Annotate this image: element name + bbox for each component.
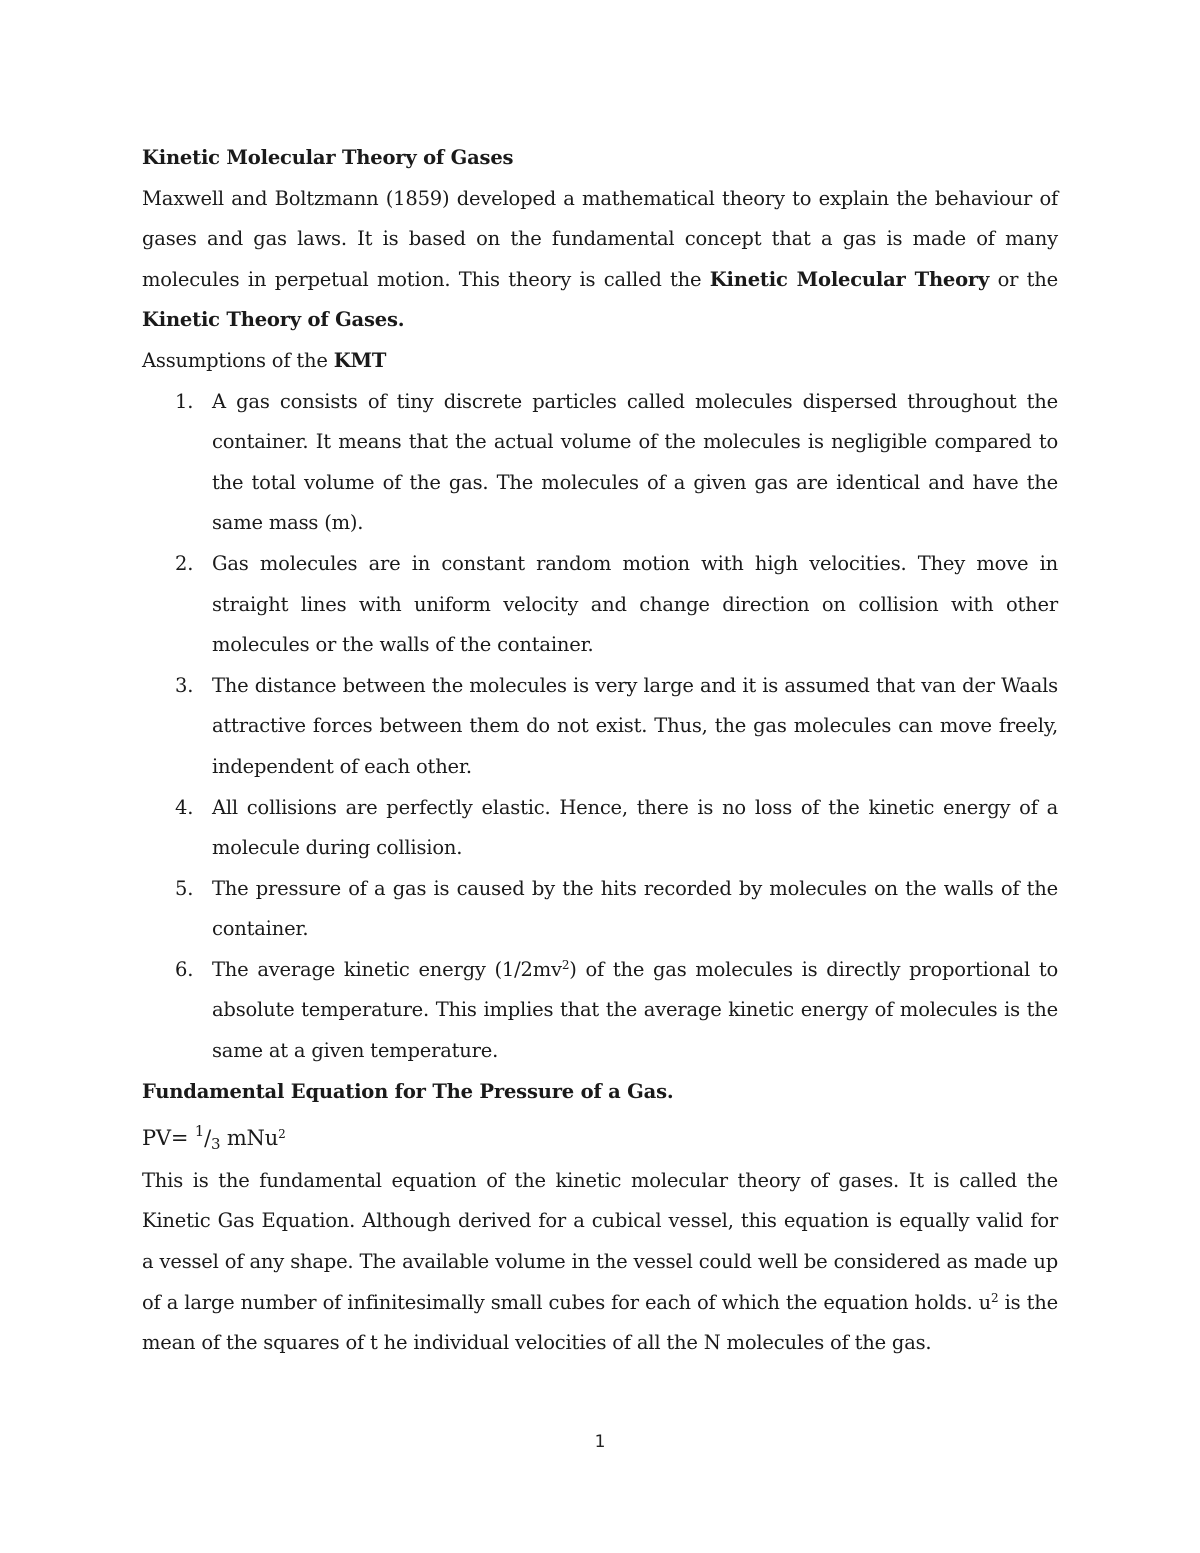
list-item-text: The distance between the molecules is very large and it is assumed that van der Waals attractive forces between them do not exist. Thus, the gas molecules can move freely, independent of each other. xyxy=(212,673,1058,778)
equation-heading: Fundamental Equation for The Pressure of a Gas. xyxy=(142,1079,674,1103)
document-page xyxy=(142,138,1058,1364)
closing-paragraph xyxy=(142,1161,1058,1364)
list-item xyxy=(142,869,1058,950)
kinetic-gas-equation xyxy=(142,1118,1058,1159)
intro-text-1: Maxwell and Boltzmann (1859) developed a mathematical theory to explain the behaviour of gases and gas laws. It is based on the fundamental concept that a gas is made of many molecules in perpetual motion. This theory is called the xyxy=(142,186,1058,291)
equation-rhs: mNu xyxy=(226,1126,279,1151)
page-number: 1 xyxy=(594,1432,606,1452)
list-item-text-before: The average kinetic energy (1/2mv xyxy=(212,957,562,981)
intro-bold-kmt: Kinetic Molecular Theory xyxy=(709,267,990,291)
intro-text-2: or the xyxy=(989,267,1059,291)
list-item xyxy=(142,666,1058,788)
closing-superscript: 2 xyxy=(991,1290,999,1305)
intro-bold-ktg: Kinetic Theory of Gases. xyxy=(142,308,405,332)
list-item-number: 4. xyxy=(175,795,194,819)
equation-exponent: 2 xyxy=(278,1127,286,1142)
assumptions-heading-bold: KMT xyxy=(333,348,387,372)
list-item-number: 1. xyxy=(175,389,194,413)
list-item-number: 2. xyxy=(175,551,194,575)
superscript-two: 2 xyxy=(561,957,570,972)
equation-slash: / xyxy=(204,1126,212,1151)
list-item-text: A gas consists of tiny discrete particles called molecules dispersed throughout the container. It means that the actual volume of the molecules is negligible compared to the total volume of the gas. The molecules of a given gas are identical and have the same mass (m). xyxy=(212,389,1058,535)
list-item xyxy=(142,382,1058,544)
list-item xyxy=(142,950,1058,1072)
assumptions-heading-prefix: Assumptions of the xyxy=(142,348,334,372)
equation-lhs: PV= xyxy=(142,1126,189,1151)
intro-paragraph xyxy=(142,179,1058,341)
list-item-number: 6. xyxy=(175,957,194,981)
assumptions-heading xyxy=(142,341,1058,382)
assumptions-list xyxy=(142,382,1058,1072)
list-item-number: 3. xyxy=(175,673,194,697)
list-item-text xyxy=(212,958,1058,1062)
equation-denominator: 3 xyxy=(211,1135,221,1154)
list-item-text-after: ) of the gas molecules is directly proportional to absolute temperature. This implies that the average kinetic energy of molecules is the same at a given temperature. xyxy=(212,957,1058,1063)
closing-text-2: is the mean of the squares of t he individual velocities of all the N molecules of the gas. xyxy=(142,1290,1058,1355)
equation-numerator: 1 xyxy=(194,1122,205,1141)
list-item xyxy=(142,788,1058,869)
list-item-text: All collisions are perfectly elastic. Hence, there is no loss of the kinetic energy of a molecule during collision. xyxy=(212,795,1058,860)
closing-text-1: This is the fundamental equation of the kinetic molecular theory of gases. It is called the Kinetic Gas Equation. Although derived for a cubical vessel, this equation is equally valid for a vessel of any shape. The available volume in the vessel could well be considered as made up of a large number of infinitesimally small cubes for each of which the equation holds. u xyxy=(142,1168,1058,1314)
document-title: Kinetic Molecular Theory of Gases xyxy=(142,146,514,169)
list-item-number: 5. xyxy=(175,876,194,900)
list-item-text: Gas molecules are in constant random motion with high velocities. They move in straight lines with uniform velocity and change direction on collision with other molecules or the walls of the container. xyxy=(212,551,1058,657)
list-item-text: The pressure of a gas is caused by the hits recorded by molecules on the walls of the container. xyxy=(212,876,1058,941)
list-item xyxy=(142,544,1058,666)
